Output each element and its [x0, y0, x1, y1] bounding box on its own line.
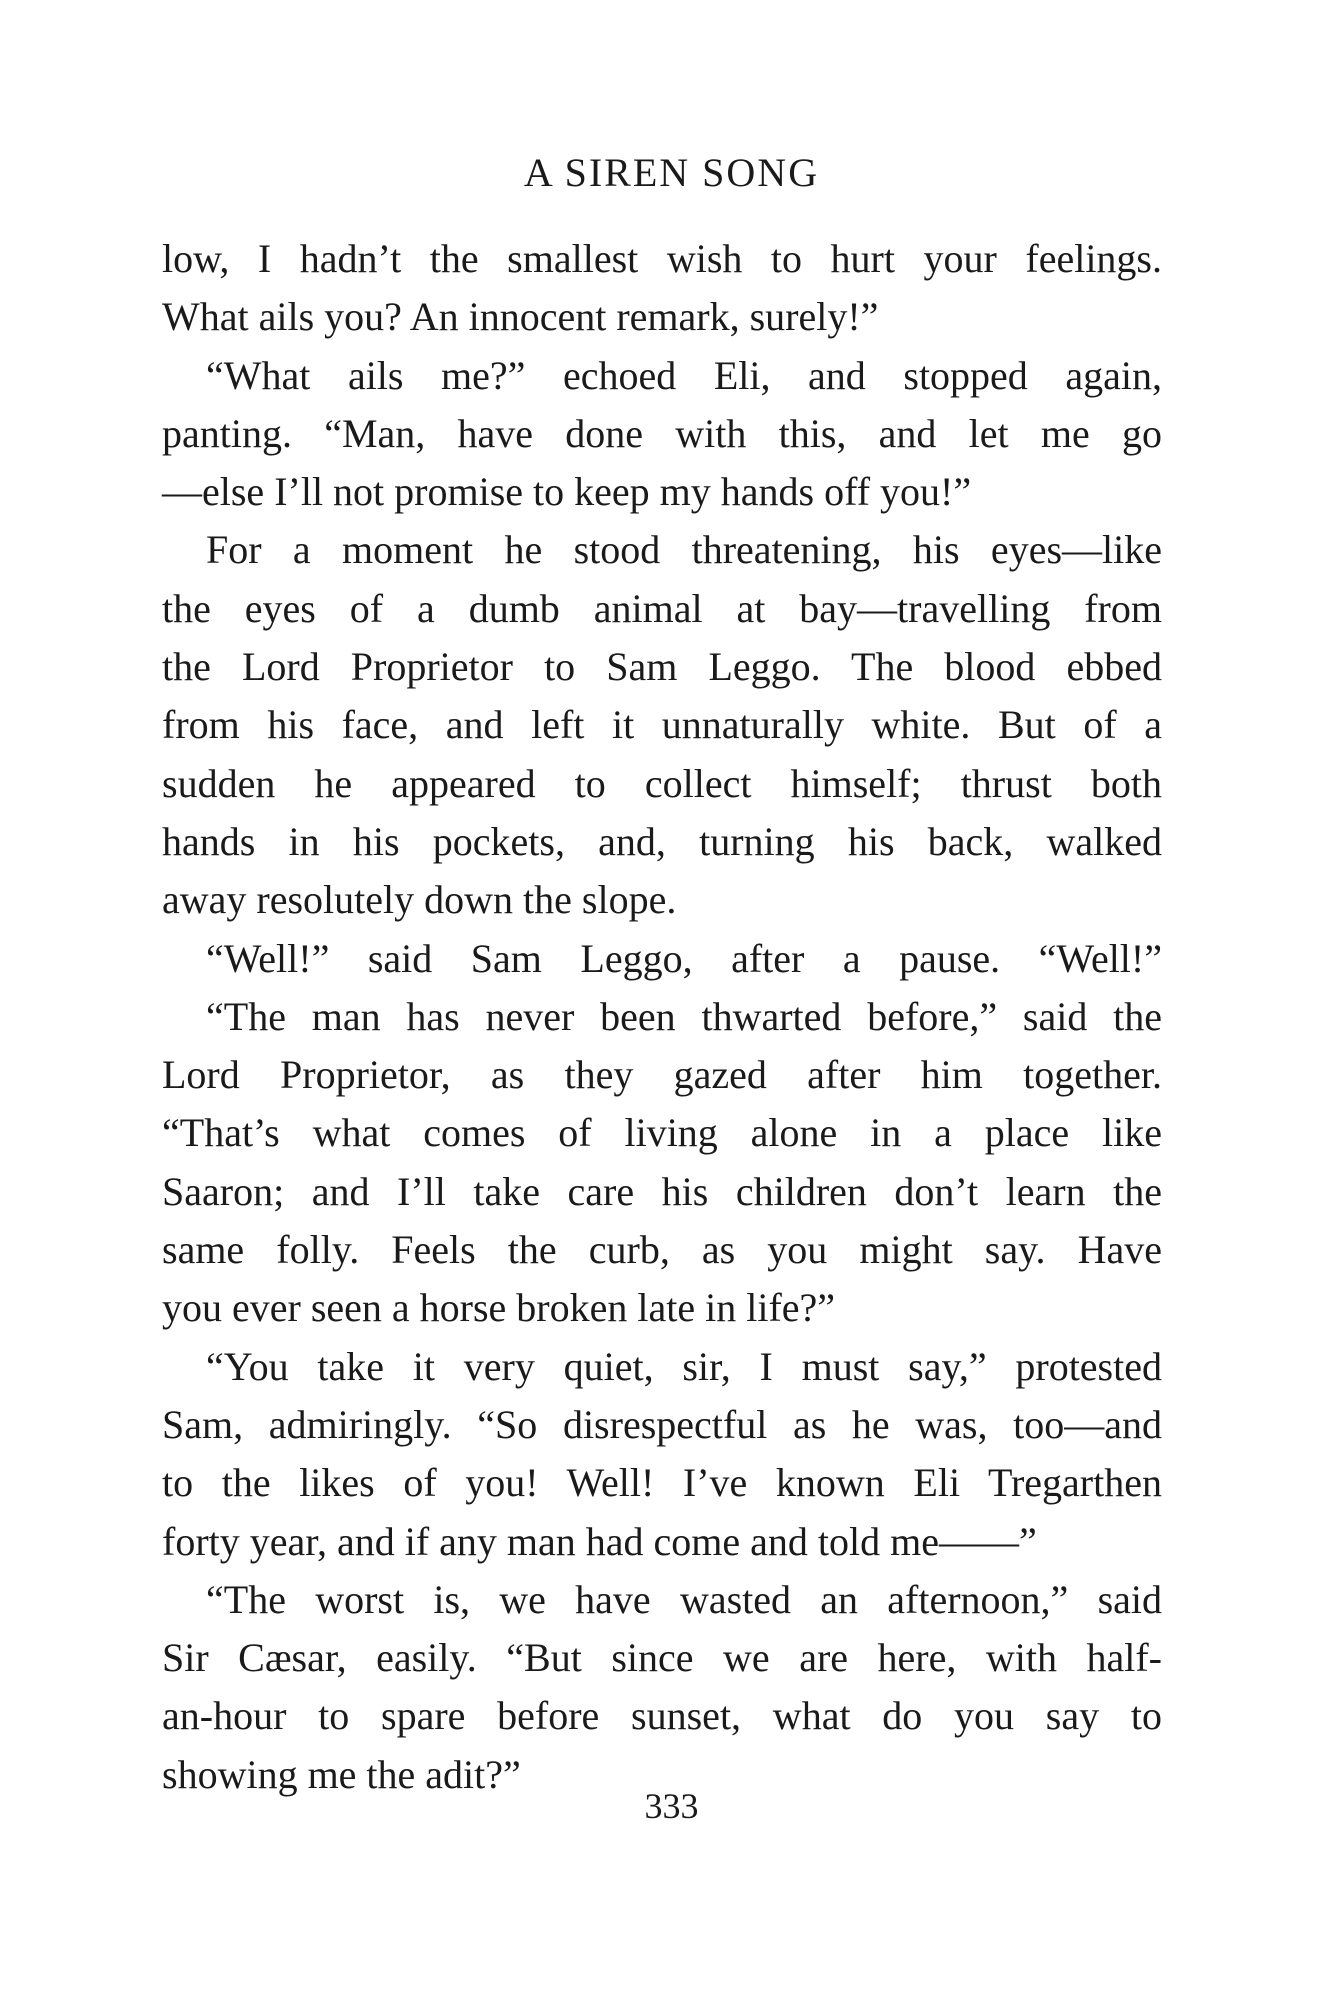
text-line: “The worst is, we have wasted an afternoon,” said: [206, 1576, 1162, 1622]
text-line: “What ails me?” echoed Eli, and stopped again,: [206, 352, 1162, 398]
text-line: For a moment he stood threatening, his eyes—like: [206, 527, 1162, 573]
text-line: sudden he appeared to collect himself; thrust both: [162, 760, 1162, 806]
text-line: low, I hadn’t the smallest wish to hurt your feelings.: [162, 236, 1162, 281]
text-line: the Lord Proprietor to Sam Leggo. The blood ebbed: [162, 644, 1162, 690]
text-line: Saaron; and I’ll take care his children don’t learn the: [162, 1168, 1162, 1214]
text-line: same folly. Feels the curb, as you might say. Have: [162, 1227, 1162, 1273]
text-line: from his face, and left it unnaturally white. But of a: [162, 702, 1162, 748]
text-line: What ails you? An innocent remark, surely!”: [162, 294, 879, 340]
text-line: forty year, and if any man had come and told me——”: [162, 1518, 1037, 1564]
text-line: to the likes of you! Well! I’ve known Eli Tregarthen: [162, 1460, 1162, 1506]
running-head: A SIREN SONG: [523, 150, 820, 195]
text-line: panting. “Man, have done with this, and let me go: [162, 410, 1162, 456]
text-line: hands in his pockets, and, turning his back, walked: [162, 818, 1162, 864]
text-line: showing me the adit?”: [162, 1751, 521, 1797]
body-text: [162, 230, 1162, 1804]
text-line: “Well!” said Sam Leggo, after a pause. “Well!”: [206, 935, 1162, 981]
text-line: “The man has never been thwarted before,” said the: [206, 993, 1162, 1039]
text-line: an-hour to spare before sunset, what do you say to: [162, 1693, 1162, 1739]
text-line: “That’s what comes of living alone in a place like: [162, 1110, 1162, 1156]
text-line: Lord Proprietor, as they gazed after him together.: [162, 1052, 1162, 1098]
text-line: Sam, admiringly. “So disrespectful as he was, too—and: [162, 1401, 1162, 1447]
text-line: the eyes of a dumb animal at bay—travelling from: [162, 585, 1162, 631]
text-line: —else I’ll not promise to keep my hands off you!”: [162, 469, 972, 515]
text-line: Sir Cæsar, easily. “But since we are here, with half-: [162, 1635, 1162, 1681]
page-number: 333: [644, 1786, 699, 1826]
text-line: “You take it very quiet, sir, I must say,” protested: [206, 1343, 1162, 1389]
text-line: you ever seen a horse broken late in life?”: [162, 1285, 836, 1331]
text-line: away resolutely down the slope.: [162, 877, 677, 923]
